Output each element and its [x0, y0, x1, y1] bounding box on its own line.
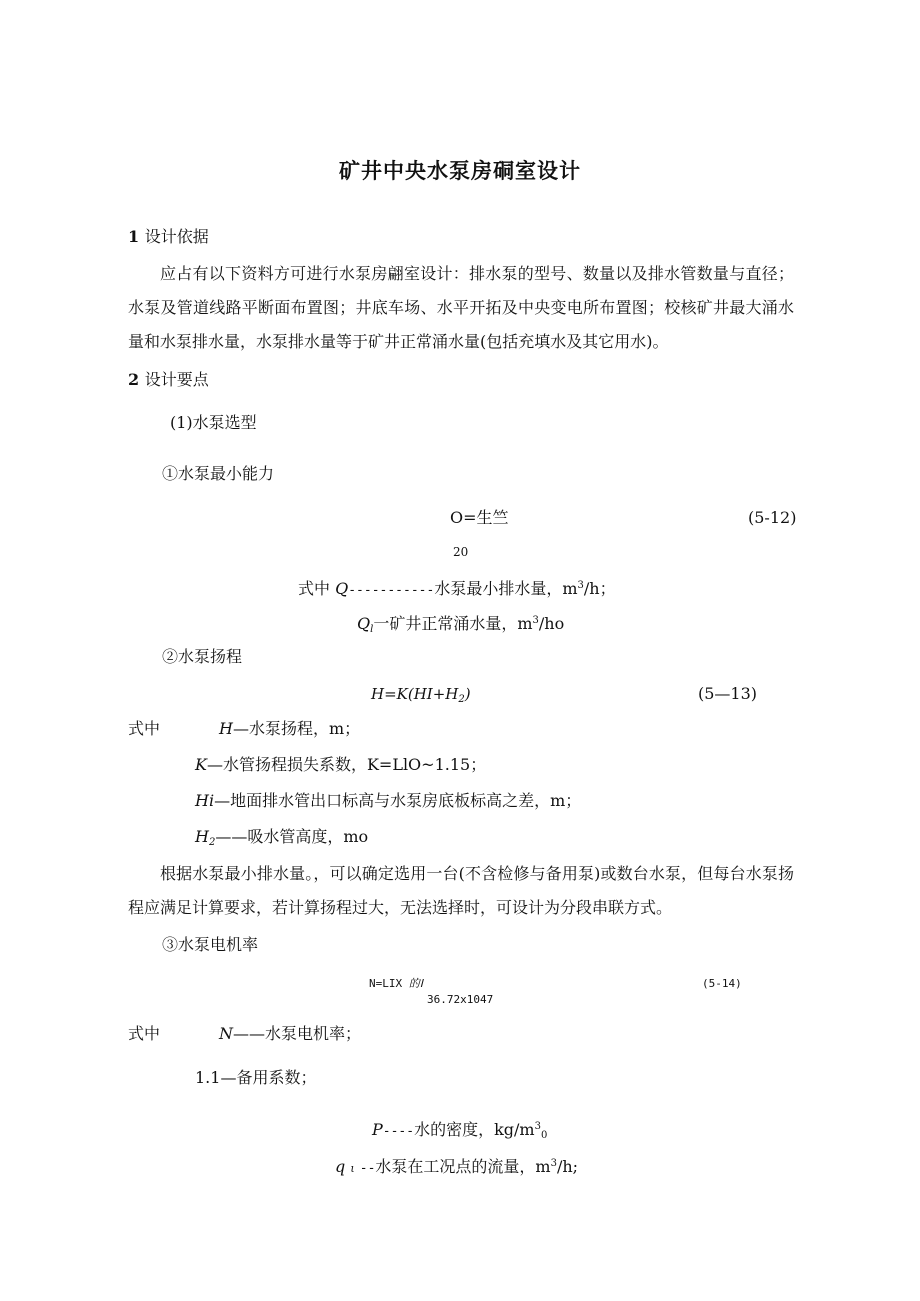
symbol-h: H	[219, 719, 233, 738]
symbol-q: q	[335, 1157, 346, 1176]
where-rho-desc: 水的密度，kg/m	[414, 1120, 535, 1139]
where-lead-2: 式中	[128, 719, 161, 738]
where-ql-line	[357, 611, 564, 640]
section-1-text: 设计依据	[144, 227, 209, 246]
superscript: 3	[577, 580, 584, 591]
where-h1-line	[195, 791, 581, 811]
item-pump-head: ②水泵扬程	[162, 647, 243, 666]
equation-5-14-denominator: 36.72x1047	[427, 993, 494, 1006]
where-n-desc: ——水泵电机率；	[233, 1024, 362, 1043]
symbol-h2: H	[195, 827, 209, 846]
where-k-line	[195, 755, 486, 775]
section-1-number: 1	[128, 227, 140, 246]
equation-5-14-number: (5-14)	[702, 977, 742, 990]
superscript: 3	[550, 1158, 557, 1169]
subscript: l	[370, 624, 374, 635]
superscript: 3	[534, 1121, 541, 1132]
section-2-heading	[128, 370, 209, 390]
symbol-hi: Hi	[195, 791, 215, 810]
equation-5-12-number: (5-12)	[748, 508, 797, 527]
where-q-desc: 水泵最小排水量，m	[434, 579, 578, 598]
dash-leader: -----------	[348, 583, 435, 598]
where-h2-line	[195, 827, 368, 853]
symbol-n: N	[219, 1024, 233, 1043]
equation-5-12: O=生竺	[450, 508, 509, 527]
symbol-q: Q	[335, 579, 349, 598]
item-motor-power: ③水泵电机率	[162, 935, 259, 954]
where-q-flow-line	[335, 1154, 578, 1179]
superscript: 3	[532, 615, 539, 626]
symbol-rho: P	[372, 1120, 383, 1139]
equation-5-14-numerator	[369, 977, 423, 991]
dash-leader: ----	[382, 1124, 415, 1139]
where-h-desc: —水泵扬程，m；	[232, 719, 361, 738]
subscript: 2	[458, 694, 465, 705]
where-q-flow-desc: 水泵在工况点的流量，m	[375, 1157, 551, 1176]
symbol-q: Q	[357, 614, 371, 633]
unit-text: /h；	[583, 579, 616, 598]
where-ql-desc: 一矿井正常涌水量，m	[373, 614, 533, 633]
section-2-text: 设计要点	[144, 370, 209, 389]
where-lead-3: 式中	[128, 1024, 161, 1043]
where-n-line	[219, 1024, 361, 1044]
where-h2-desc: ——吸水管高度，mo	[215, 827, 369, 846]
where-lead: 式中	[298, 579, 336, 598]
formula-part: )	[464, 685, 471, 703]
where-backup-factor: 1.1—备用系数；	[195, 1068, 317, 1087]
paragraph-2: 根据水泵最小排水量。，可以确定选用一台(不含检修与备用泵)或数台水泵，但每台水泵扬程应满足计算要求，若计算扬程过大，无法选择时，可设计为分段串联方式。	[128, 864, 794, 917]
section-2-number: 2	[128, 370, 140, 389]
item-pump-min-capacity: ①水泵最小能力	[162, 464, 275, 483]
where-rho-line	[372, 1117, 547, 1146]
where-h-line	[219, 719, 360, 739]
where-h1-desc: —地面排水管出口标高与水泵房底板标高之差，m；	[214, 791, 582, 810]
where-k-desc: —水管扬程损失系数，K=LlO~1.15；	[206, 755, 487, 774]
page-title: 矿井中央水泵房硐室设计	[339, 158, 581, 183]
unit-text: /ho	[538, 614, 565, 633]
formula-part: N=LIX	[369, 977, 409, 990]
equation-5-13	[371, 684, 471, 710]
symbol-subscript: ι	[350, 1162, 355, 1175]
subscript: 2	[208, 837, 216, 848]
section-1-heading	[128, 227, 209, 247]
subscript: 0	[540, 1130, 548, 1141]
dash-leader: --	[359, 1161, 376, 1176]
subsection-pump-selection: (1)水泵选型	[170, 413, 257, 432]
equation-5-12-denominator: 20	[453, 545, 469, 559]
symbol-k: K	[195, 755, 207, 774]
unit-text: /h;	[556, 1157, 579, 1176]
paragraph-1: 应占有以下资料方可进行水泵房翩室设计：排水泵的型号、数量以及排水管数量与直径；水泵及管道线路平断面布置图；井底车场、水平开拓及中央变电所布置图；校核矿井最大涌水量和水泵排水量，水泵排水量等于矿井正常涌水量(包括充填水及其它用水)。	[128, 264, 794, 351]
formula-part: H=K(HI+H	[371, 685, 459, 703]
formula-part: 的Ⅰ	[408, 977, 423, 990]
where-q-line	[298, 576, 616, 601]
equation-5-13-number: (5—13)	[698, 684, 758, 703]
